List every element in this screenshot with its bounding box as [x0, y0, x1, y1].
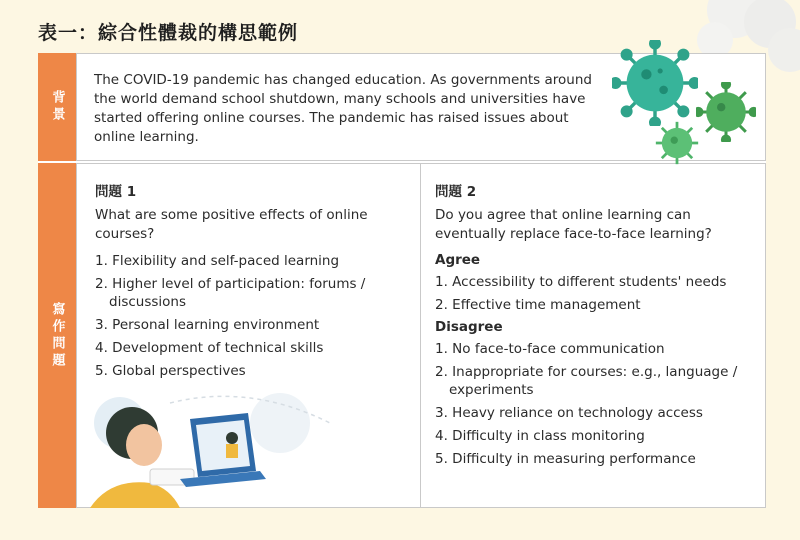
virus-icon — [612, 40, 698, 126]
disagree-list — [435, 340, 755, 468]
question1-heading: 問題 1 — [95, 184, 137, 200]
question1-text: What are some positive effects of online courses? — [95, 207, 368, 242]
background-text: The COVID-19 pandemic has changed education. As governments around the world demand school shutdown, many schools and universities have started offering online courses. The pandemic has raised issues about online learning. — [94, 72, 592, 145]
student-laptop-illustration — [50, 383, 350, 508]
list-item: 5. Global perspectives — [95, 363, 246, 379]
list-item: 2. Higher level of participation: forums / discussions — [95, 276, 366, 310]
list-item: 3. Personal learning environment — [95, 317, 320, 333]
virus-icon — [654, 120, 700, 166]
question2-cell — [420, 163, 766, 508]
side-label-questions: 寫作問題 — [38, 163, 76, 508]
disagree-label: Disagree — [435, 319, 503, 335]
question1-list — [95, 252, 405, 380]
virus-icon — [696, 82, 756, 142]
list-item: 4. Difficulty in class monitoring — [435, 428, 645, 444]
list-item: 1. Flexibility and self-paced learning — [95, 253, 340, 269]
side-label-background: 背景 — [38, 53, 76, 161]
question2-heading: 問題 2 — [435, 184, 477, 200]
list-item: 2. Effective time management — [435, 297, 641, 313]
page-title: 表一：綜合性體裁的構思範例 — [38, 22, 299, 44]
list-item: 4. Development of technical skills — [95, 340, 324, 356]
question2-text: Do you agree that online learning can eventually replace face-to-face learning? — [435, 207, 712, 242]
list-item: 2. Inappropriate for courses: e.g., language / experiments — [435, 364, 738, 398]
list-item: 1. Accessibility to different students' needs — [435, 274, 727, 290]
list-item: 5. Difficulty in measuring performance — [435, 451, 696, 467]
agree-list — [435, 273, 755, 314]
agree-label: Agree — [435, 252, 481, 268]
list-item: 1. No face-to-face communication — [435, 341, 665, 357]
list-item: 3. Heavy reliance on technology access — [435, 405, 703, 421]
